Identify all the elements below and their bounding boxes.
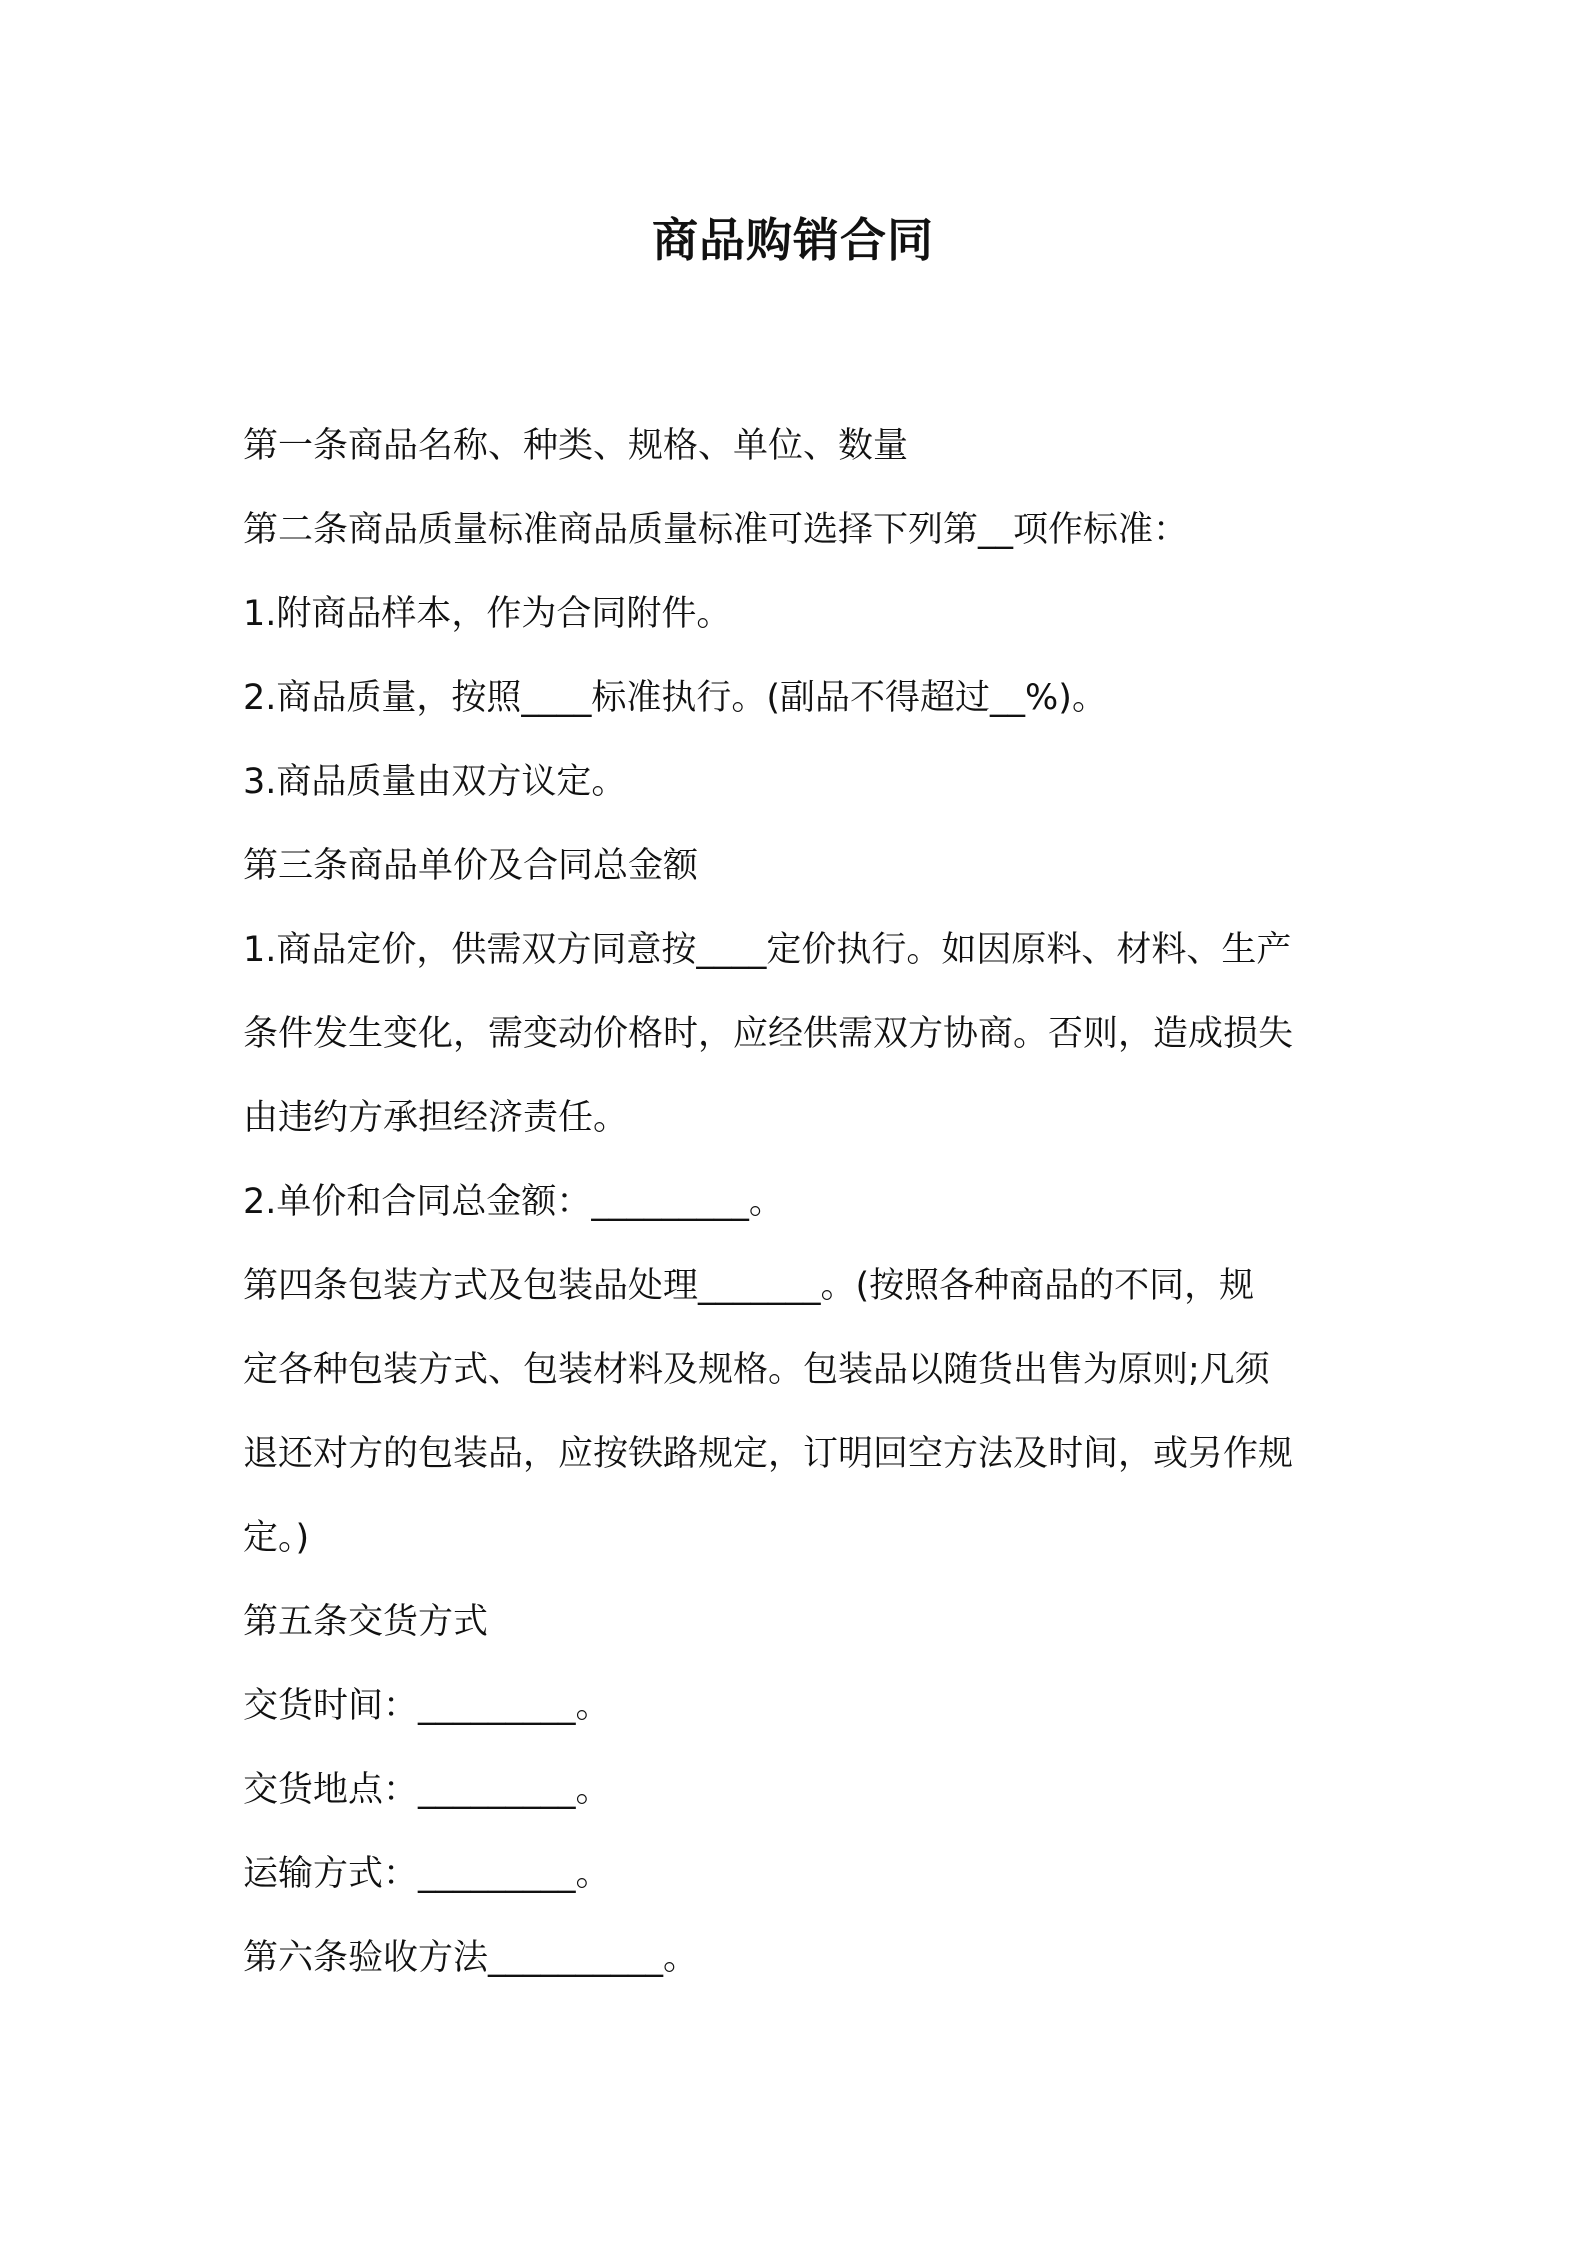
clause-4-line-4: 定。) — [243, 1518, 310, 1558]
clause-6-heading: 第六条验收方法__________。 — [243, 1938, 699, 1978]
document-title: 商品购销合同 — [652, 213, 934, 267]
clause-3-item-1-line-1: 1.商品定价，供需双方同意按____定价执行。如因原料、材料、生产 — [243, 930, 1292, 970]
document-body — [243, 404, 1363, 2000]
transport-method: 运输方式：_________。 — [243, 1854, 611, 1894]
clause-1-heading: 第一条商品名称、种类、规格、单位、数量 — [243, 426, 909, 466]
clause-3-item-1-line-3: 由违约方承担经济责任。 — [243, 1098, 629, 1138]
delivery-place: 交货地点：_________。 — [243, 1770, 611, 1810]
clause-3-item-1-line-2: 条件发生变化，需变动价格时，应经供需双方协商。否则，造成损失 — [243, 1014, 1294, 1054]
clause-5-heading: 第五条交货方式 — [243, 1602, 489, 1642]
clause-2-item-2: 2.商品质量，按照____标准执行。(副品不得超过__%)。 — [243, 678, 1107, 718]
clause-2-heading: 第二条商品质量标准商品质量标准可选择下列第__项作标准： — [243, 510, 1189, 550]
clause-4-line-1: 第四条包装方式及包装品处理_______。(按照各种商品的不同，规 — [243, 1266, 1255, 1306]
clause-2-item-1: 1.附商品样本，作为合同附件。 — [243, 594, 732, 634]
clause-3-heading: 第三条商品单价及合同总金额 — [243, 846, 699, 886]
clause-4-line-3: 退还对方的包装品，应按铁路规定，订明回空方法及时间，或另作规 — [243, 1434, 1294, 1474]
delivery-time: 交货时间：_________。 — [243, 1686, 611, 1726]
clause-4-line-2: 定各种包装方式、包装材料及规格。包装品以随货出售为原则;凡须 — [243, 1350, 1270, 1390]
clause-3-item-2: 2.单价和合同总金额：_________。 — [243, 1182, 784, 1222]
clause-2-item-3: 3.商品质量由双方议定。 — [243, 762, 627, 802]
